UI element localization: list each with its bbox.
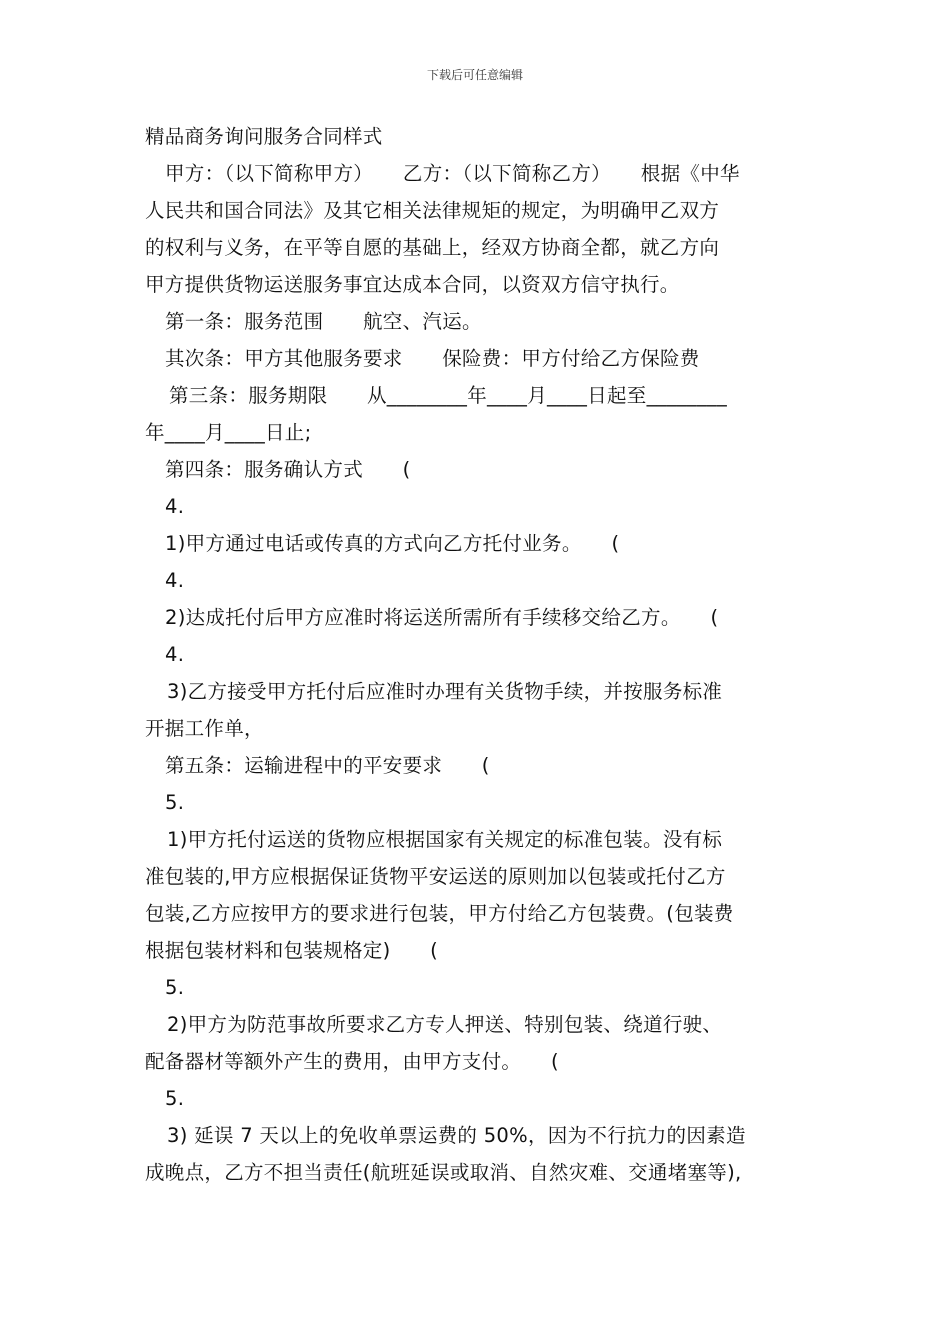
document-line: 4. xyxy=(165,495,185,518)
document-line: 甲方提供货物运送服务事宜达成本合同，以资双方信守执行。 xyxy=(145,273,680,296)
document-line: 根据包装材料和包装规格定) ( xyxy=(145,939,439,962)
document-line: 人民共和国合同法》及其它相关法律规矩的规定，为明确甲乙双方 xyxy=(145,199,720,222)
document-body xyxy=(145,118,810,1191)
document-title: 精品商务询问服务合同样式 xyxy=(145,125,383,148)
document-line: 的权利与义务，在平等自愿的基础上，经双方协商全都，就乙方向 xyxy=(145,236,720,259)
document-line: 甲方：（以下简称甲方） 乙方：（以下简称乙方） 根据《中华 xyxy=(165,162,740,185)
document-line: 3)乙方接受甲方托付后应准时办理有关货物手续，并按服务标准 xyxy=(167,680,723,703)
document-line: 准包装的,甲方应根据保证货物平安运送的原则加以包装或托付乙方 xyxy=(145,865,726,888)
document-line: 第三条：服务期限 从________年____月____日起至________ xyxy=(169,384,727,407)
document-line: 配备器材等额外产生的费用，由甲方支付。 ( xyxy=(145,1050,559,1073)
document-line: 1)甲方托付运送的货物应根据国家有关规定的标准包装。没有标 xyxy=(167,828,723,851)
document-line: 5. xyxy=(165,791,185,814)
document-line: 2)甲方为防范事故所要求乙方专人押送、特别包装、绕道行驶、 xyxy=(167,1013,723,1036)
document-line: 2)达成托付后甲方应准时将运送所需所有手续移交给乙方。 ( xyxy=(165,606,719,629)
document-line: 年____月____日止; xyxy=(145,421,312,444)
document-line: 开据工作单， xyxy=(145,717,264,740)
document-line: 包装,乙方应按甲方的要求进行包装，甲方付给乙方包装费。(包装费 xyxy=(145,902,734,925)
document-line: 第四条：服务确认方式 ( xyxy=(165,458,411,481)
document-line: 5. xyxy=(165,1087,185,1110)
page-header: 下载后可任意编辑 xyxy=(426,68,523,82)
document-line: 第一条：服务范围 航空、汽运。 xyxy=(165,310,482,333)
document-line: 1)甲方通过电话或传真的方式向乙方托付业务。 ( xyxy=(165,532,620,555)
document-line: 第五条：运输进程中的平安要求 ( xyxy=(165,754,490,777)
document-line: 5. xyxy=(165,976,185,999)
document-line: 4. xyxy=(165,569,185,592)
document-line: 其次条：甲方其他服务要求 保险费：甲方付给乙方保险费 xyxy=(165,347,700,370)
document-line: 成晚点，乙方不担当责任(航班延误或取消、自然灾难、交通堵塞等), xyxy=(145,1161,742,1184)
document-line: 4. xyxy=(165,643,185,666)
document-line: 3) 延误 7 天以上的免收单票运费的 50%，因为不行抗力的因素造 xyxy=(167,1124,746,1147)
